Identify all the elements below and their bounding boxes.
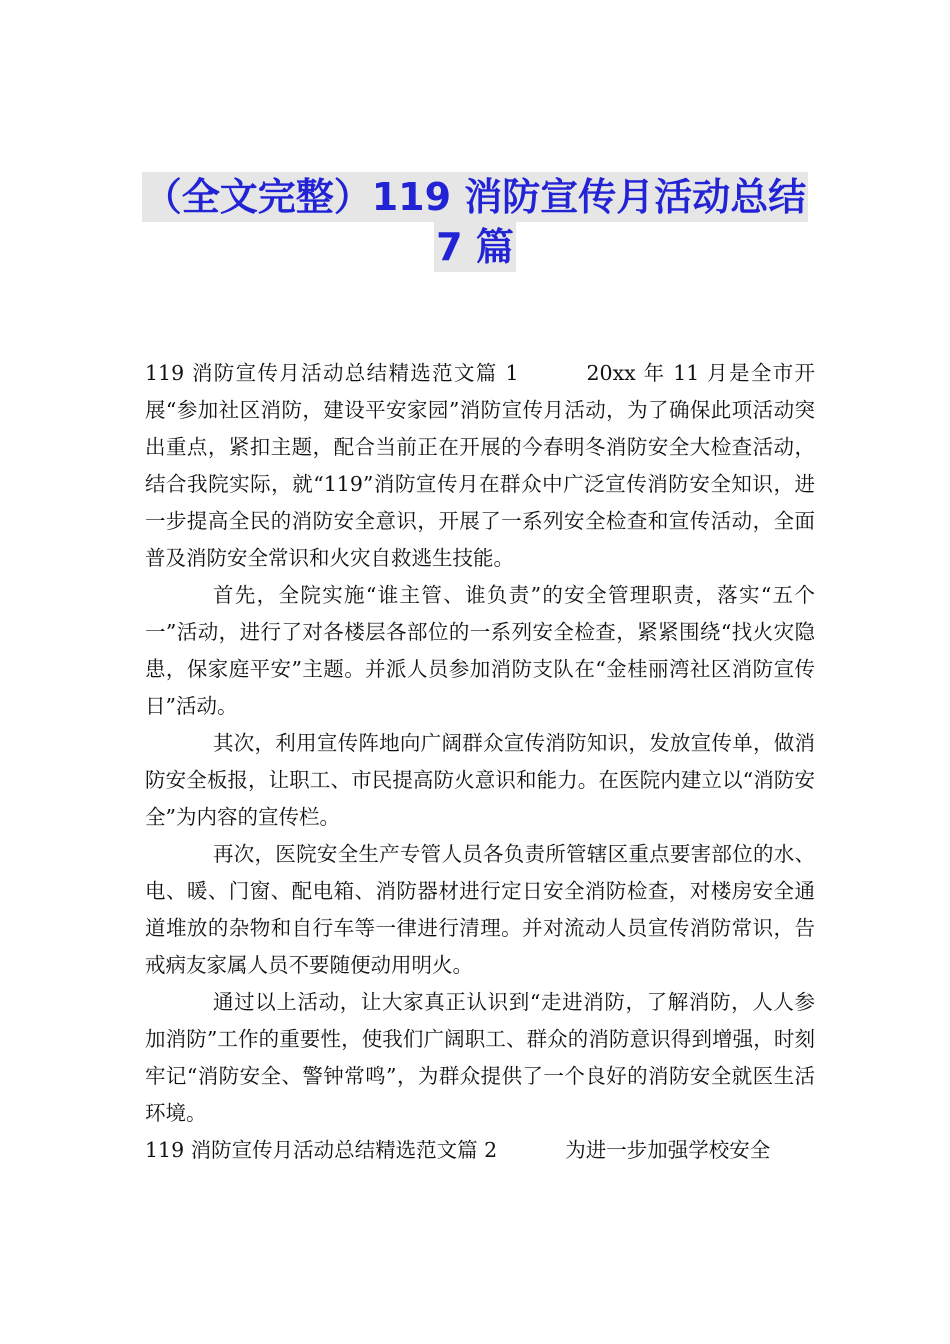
- title-line-1: （全文完整）119 消防宣传月活动总结: [142, 172, 809, 222]
- section-2-intro-paragraph: [145, 1132, 815, 1169]
- section-1-intro-paragraph: [145, 355, 815, 577]
- section-1-heading: 119 消防宣传月活动总结精选范文篇 1: [145, 361, 519, 385]
- document-body: [145, 355, 815, 1169]
- title-line-2: 7 篇: [434, 222, 516, 272]
- body-paragraph: 通过以上活动，让大家真正认识到“走进消防，了解消防，人人参加消防”工作的重要性，使我们广阔职工、群众的消防意识得到增强，时刻牢记“消防安全、警钟常鸣”，为群众提供了一个良好的消防安全就医生活环境。: [145, 990, 815, 1125]
- document-title: [0, 172, 950, 272]
- section-2-intro-text: 为进一步加强学校安全: [565, 1138, 771, 1162]
- body-paragraph: 再次，医院安全生产专管人员各负责所管辖区重点要害部位的水、电、暖、门窗、配电箱、消防器材进行定日安全消防检查，对楼房安全通道堆放的杂物和自行车等一律进行清理。并对流动人员宣传消防常识，告戒病友家属人员不要随便动用明火。: [145, 842, 815, 977]
- body-paragraph: 其次，利用宣传阵地向广阔群众宣传消防知识，发放宣传单，做消防安全板报，让职工、市民提高防火意识和能力。在医院内建立以“消防安全”为内容的宣传栏。: [145, 731, 815, 829]
- section-2-heading: 119 消防宣传月活动总结精选范文篇 2: [145, 1138, 498, 1162]
- section-1-intro-text: 20xx 年 11 月是全市开展“参加社区消防，建设平安家园”消防宣传月活动，为了确保此项活动突出重点，紧扣主题，配合当前正在开展的今春明冬消防安全大检查活动，结合我院实际，就“119”消防宣传月在群众中广泛宣传消防安全知识，进一步提高全民的消防安全意识，开展了一系列安全检查和宣传活动，全面普及消防安全常识和火灾自救逃生技能。: [145, 361, 816, 570]
- body-paragraph: 首先，全院实施“谁主管、谁负责”的安全管理职责，落实“五个一”活动，进行了对各楼层各部位的一系列安全检查，紧紧围绕“找火灾隐患，保家庭平安”主题。并派人员参加消防支队在“金桂丽湾社区消防宣传日”活动。: [145, 583, 815, 718]
